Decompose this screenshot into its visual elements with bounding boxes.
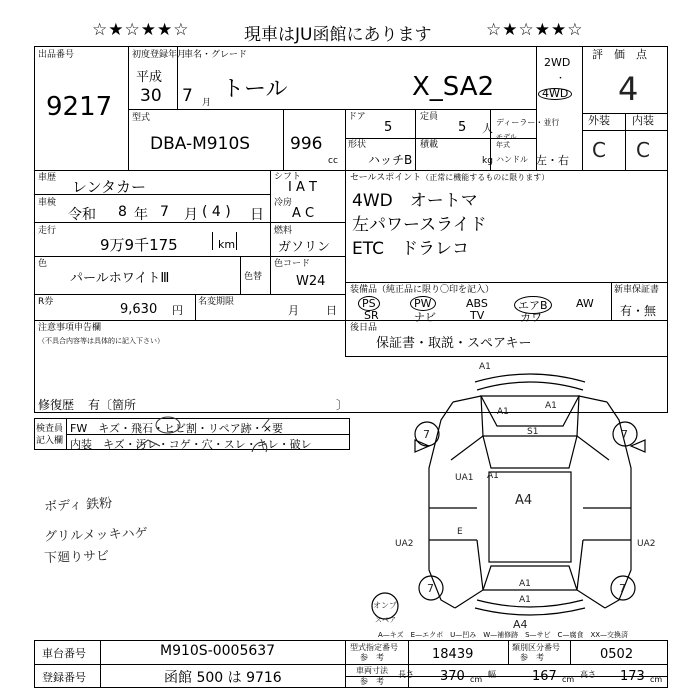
mark-7-fr: 7 <box>621 428 628 441</box>
diagram-roof <box>489 472 571 562</box>
plate-label: 登録番号 <box>42 671 86 684</box>
model-code-label: 型式 <box>132 113 151 123</box>
type-designation-value: 18439 <box>432 647 474 662</box>
doors-value: 5 <box>384 120 393 135</box>
mark-stone-circle <box>156 417 180 433</box>
mark-ua2-right: UA2 <box>637 539 656 549</box>
mark-ua2-left: UA2 <box>395 539 414 549</box>
dims-width-label: 幅 <box>488 670 496 679</box>
equip-leather: カワ <box>520 311 542 324</box>
r-ticket-label: R券 <box>38 297 54 307</box>
header-stars-left: ☆★☆★★☆ <box>92 20 190 40</box>
doors-label: ドア <box>348 112 366 122</box>
dims-length-unit: cm <box>470 675 483 684</box>
lot-label: 出品番号 <box>38 50 75 60</box>
steering-label: ハンドル <box>496 155 528 164</box>
car-diagram <box>373 360 675 640</box>
mark-onpu: オンプ <box>373 601 397 610</box>
mark-7-rl: 7 <box>427 582 434 595</box>
name-change-label: 名変期限 <box>198 297 235 307</box>
equip-navi: ナビ <box>414 311 436 324</box>
after-books-label: 後日品 <box>350 323 378 333</box>
inspection-year: 8 <box>118 204 127 220</box>
diagram-right-rear-fender <box>577 540 605 608</box>
score-label: 評 価 点 <box>592 48 647 61</box>
diagram-right-mirror <box>631 440 645 452</box>
color-label: 色 <box>38 259 48 269</box>
type-designation-label: 型式指定番号 <box>350 643 398 652</box>
hand-note-2: グリルメッキハゲ <box>43 526 148 545</box>
equip-abs: ABS <box>466 297 488 310</box>
inspection-day-value: 4 <box>211 204 221 220</box>
chassis-value: M910S-0005637 <box>160 643 276 659</box>
r-ticket-unit: 円 <box>172 304 183 317</box>
dims-height: 173 <box>620 669 645 684</box>
repair-label: 修復歴 <box>38 398 75 412</box>
model-name-label: 車名・グレード <box>184 50 248 60</box>
interior-value: C <box>636 138 650 162</box>
inspector-label-2: 記入欄 <box>36 436 64 446</box>
diagram-left-front-fender <box>451 396 483 460</box>
header-notice: 現車はJU函館にあります <box>244 25 432 45</box>
mark-a1-left-door: A1 <box>487 471 499 481</box>
new-warranty-value: 有・無 <box>620 304 657 318</box>
inspector-label-1: 検査員 <box>36 424 64 434</box>
inspection-era: 令和 <box>68 207 96 223</box>
sales-point-line-3: ETC ドラレコ <box>352 239 469 259</box>
body-type: ハッチB <box>368 153 413 167</box>
diagram-windshield <box>483 436 577 468</box>
ac-label: 冷房 <box>274 198 293 208</box>
name-change-day: 日 <box>326 304 337 317</box>
dims-label: 車両寸法 <box>356 666 388 675</box>
inspection-label: 車検 <box>38 198 57 208</box>
diagram-right-front-fender <box>577 396 609 460</box>
history-value: レンタカー <box>72 178 147 196</box>
displacement: 996 <box>290 134 323 154</box>
color-value: パールホワイトⅢ <box>70 271 170 286</box>
mark-spare: スペア <box>375 616 396 624</box>
history-label: 車歴 <box>38 173 57 183</box>
inspector-row-1: FW キズ・飛石・ヒビ割・リペア跡・×要 <box>70 422 283 435</box>
drive-dot: ・ <box>556 74 566 84</box>
diagram-left-rear-fender <box>455 540 483 608</box>
after-books-value: 保証書・取説・スペアキー <box>376 336 532 351</box>
first-reg-month-unit: 月 <box>202 98 212 108</box>
mark-a1-rear-2: A1 <box>519 595 531 605</box>
diagram-front-bumper-inner <box>477 382 583 390</box>
name-change-month: 月 <box>288 304 299 317</box>
load-unit: kg <box>482 156 493 166</box>
notes-label: 注意事項申告欄 <box>38 323 102 333</box>
mark-e: E <box>457 527 463 537</box>
sales-point-line-1: 4WD オートマ <box>352 191 478 211</box>
mark-a1-rear: A1 <box>519 579 531 589</box>
mileage-unit: km <box>218 238 236 251</box>
mark-7-rr: 7 <box>619 582 626 595</box>
inspection-month-unit: 月 <box>184 207 198 223</box>
shift-value: I A T <box>288 180 317 195</box>
first-reg-month: 7 <box>182 86 193 106</box>
mark-a1-top: A1 <box>479 362 491 372</box>
drive-4wd-circle: 4WD <box>538 88 572 100</box>
equip-pw-circle: PW <box>410 296 436 311</box>
model-name: トール <box>222 77 288 102</box>
capacity-unit: 人 <box>482 122 493 135</box>
dims-length: 370 <box>440 669 465 684</box>
body-type-label: 形状 <box>348 140 367 150</box>
mark-a1-hood-right: A1 <box>545 401 557 411</box>
mileage-value: 9万9千175 <box>100 236 178 254</box>
dims-height-unit: cm <box>650 675 663 684</box>
fuel-value: ガソリン <box>278 240 331 255</box>
first-reg-year: 30 <box>140 86 162 106</box>
dims-sub: 参 考 <box>360 677 384 686</box>
class-number-sub: 参 考 <box>520 653 544 662</box>
fuel-label: 燃料 <box>274 226 293 236</box>
mark-7-fl: 7 <box>423 428 430 441</box>
mark-scuff-circle <box>252 442 267 452</box>
equip-sr: SR <box>364 309 379 322</box>
class-number-value: 0502 <box>600 647 634 662</box>
lot-number: 9217 <box>46 92 113 122</box>
displacement-unit: cc <box>328 156 338 166</box>
repair-value: 有〔箇所 <box>88 398 137 412</box>
inspection-day-unit: 日 <box>250 207 264 223</box>
dims-height-label: 高さ <box>580 670 596 679</box>
steering-value: 左・右 <box>536 154 569 167</box>
new-warranty-label: 新車保証書 <box>614 285 660 295</box>
drive-2wd: 2WD <box>544 56 571 69</box>
equipment-label: 装備品（純正品に限り〇印を記入） <box>350 285 495 295</box>
exterior-value: C <box>592 138 606 162</box>
sheet-frame <box>34 46 668 413</box>
hand-note-1: ボディ 鉄粉 <box>43 496 113 515</box>
diagram-left-side <box>429 402 455 608</box>
model-year-label1: モデル <box>496 133 517 141</box>
inspector-row-2: 内装 キズ・汚レ・コゲ・穴・スレ・キレ・破レ <box>70 438 312 451</box>
first-reg-label: 初度登録年月 <box>132 50 187 60</box>
mark-ua1: UA1 <box>455 473 474 483</box>
capacity-value: 5 <box>458 120 467 135</box>
mark-a4-roof: A4 <box>515 493 533 508</box>
sales-point-note: （正常に機能するものに限ります） <box>421 173 550 182</box>
inspection-day: ( 4 ) <box>202 204 231 220</box>
equip-aw: AW <box>576 297 594 310</box>
dealer-label: ディーラー・並行 <box>496 118 560 127</box>
color-change-label: 色替 <box>244 272 263 282</box>
load-label: 積載 <box>420 140 439 150</box>
mark-stain-check <box>138 440 160 448</box>
sales-point-title: セールスポイント <box>350 173 422 183</box>
dims-width-unit: cm <box>562 675 575 684</box>
class-number-label: 類別区分番号 <box>512 643 560 652</box>
diagram-legend: A—キズ E—エクボ U—凹み W—補修跡 S—サビ C—腐食 XX—交換済 <box>378 631 629 639</box>
mileage-label: 走行 <box>38 226 57 236</box>
inspection-month: 7 <box>160 204 169 220</box>
diagram-hood <box>481 396 579 426</box>
color-code: W24 <box>296 274 326 289</box>
type-designation-sub: 参 考 <box>360 653 384 662</box>
interior-label: 内装 <box>632 114 654 127</box>
diagram-rear-bumper <box>475 608 585 615</box>
model-grade: X_SA2 <box>412 72 495 102</box>
hand-note-3: 下廻りサビ <box>43 548 110 567</box>
notes-sub: （不具合内容等は具体的に記入下さい） <box>38 337 164 345</box>
equip-tv: TV <box>470 309 485 322</box>
plate-value: 函館 500 は 9716 <box>164 670 282 686</box>
first-reg-era: 平成 <box>136 70 163 85</box>
dims-length-label: 長さ <box>398 670 414 679</box>
sales-point-label <box>350 173 549 183</box>
mark-a4-bottom: A4 <box>513 618 528 631</box>
inspector-marks <box>34 412 354 460</box>
color-code-label: 色コード <box>274 259 311 269</box>
mark-tick <box>262 418 270 428</box>
equip-airbag-circle: エアB <box>514 296 552 314</box>
exterior-label: 外装 <box>588 114 610 127</box>
chassis-label: 車台番号 <box>42 647 86 660</box>
r-ticket-value: 9,630 <box>120 302 158 317</box>
model-code: DBA-M910S <box>150 134 251 154</box>
model-year-label2: 年式 <box>496 141 510 149</box>
shift-label: シフト <box>274 172 302 182</box>
header-stars-right: ☆★☆★★☆ <box>486 20 584 40</box>
repair-close: 〕 <box>336 398 349 412</box>
mark-s1: S1 <box>527 427 539 437</box>
sales-point-line-2: 左パワースライド <box>352 215 487 235</box>
dims-width: 167 <box>532 669 557 684</box>
diagram-front-bumper <box>475 374 585 382</box>
drive-4wd <box>538 88 572 100</box>
capacity-label: 定員 <box>420 112 439 122</box>
ac-value: A C <box>292 206 315 221</box>
equip-ps-circle: PS <box>358 296 380 311</box>
score-value: 4 <box>618 70 639 108</box>
mark-a1-hood-left: A1 <box>497 407 509 417</box>
inspection-year-unit: 年 <box>134 207 148 223</box>
